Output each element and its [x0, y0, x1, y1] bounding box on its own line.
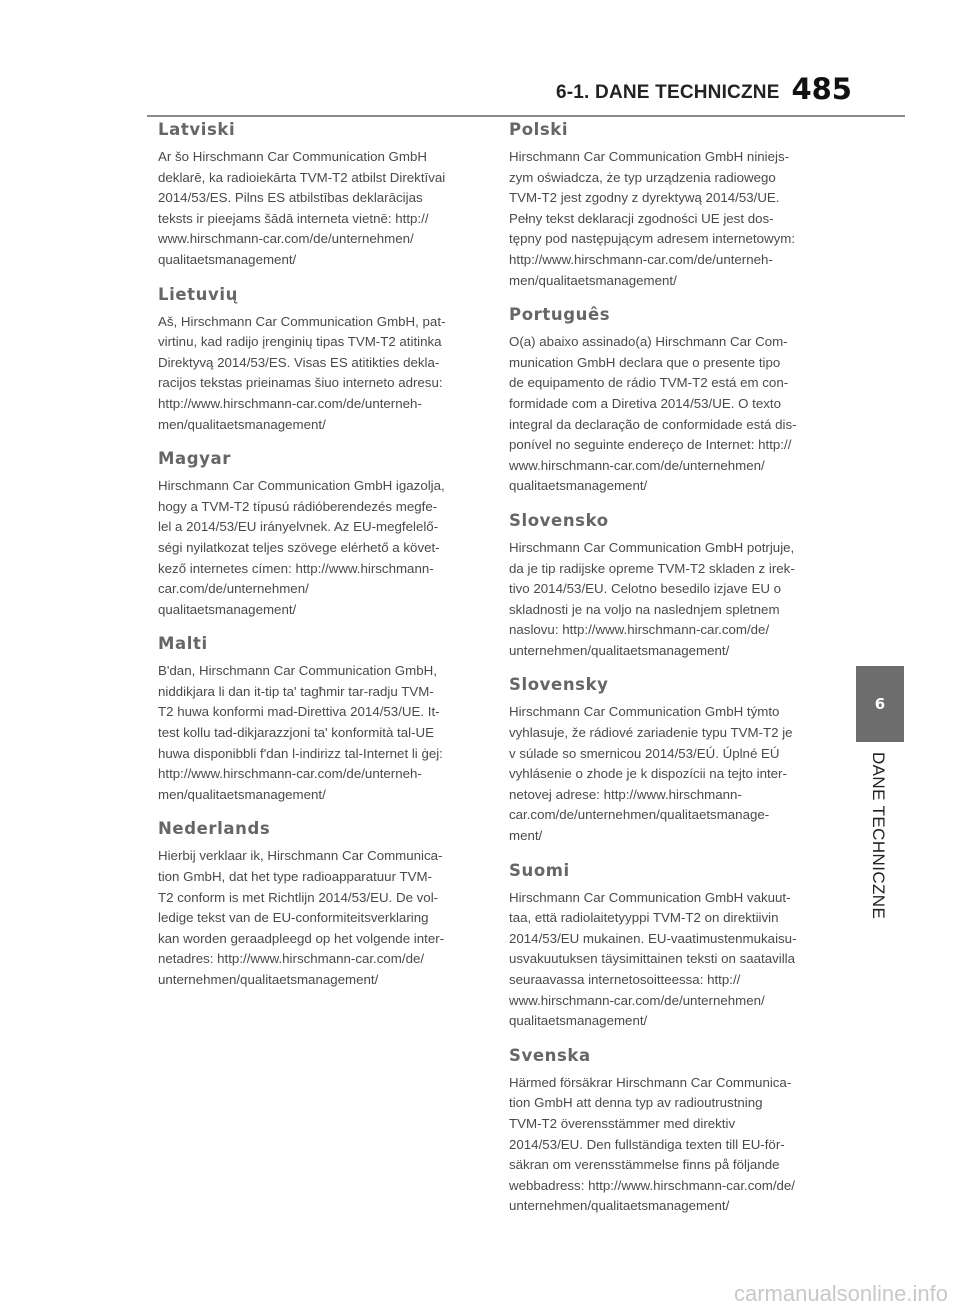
section-heading: Polski [509, 120, 569, 139]
section-heading: Lietuvių [158, 284, 238, 304]
section-text: Ar šo Hirschmann Car Communication GmbH deklarē, ka radioiekārta TVM-T2 atbilst Direktīvai 2014/53/ES. Pilns ES atbilstības deklarācijas teksts ir pieejams šādā interneta vietnē: http:// www.hirschmann-car.com/de/unternehmen/ qualitaetsmanagement/ [158, 149, 446, 267]
page-header [556, 74, 852, 110]
section-text: Hierbij verklaar ik, Hirschmann Car Communica- tion GmbH, dat het type radioapparatuur TVM- T2 conform is met Richtlijn 2014/53/EU. De vol- ledige tekst van de EU-conformiteitsverklaring kan worden geraadpleegd op het volgende inter- netadres: http://www.hirschmann-car.com/de/ unternehmen/qualitaetsmanagement/ [158, 848, 445, 987]
section-heading: Nederlands [158, 819, 271, 839]
section-heading: Magyar [158, 449, 231, 469]
section-text: Hirschmann Car Communication GmbH vakuut- taa, että radiolaitetyyppi TVM-T2 on direktiivin 2014/53/EU mukainen. EU-vaatimustenmukaisu- usvakuutuksen täysimittainen teksti on saatavilla seuraavassa internetosoitteessa: http:// www.hirschmann-car.com/de/unternehmen/ qualitaetsmanagement/ [509, 889, 797, 1029]
section-heading: Svenska [509, 1045, 591, 1065]
section-text: O(a) abaixo assinado(a) Hirschmann Car Com- munication GmbH declara que o presente tipo de equipamento de rádio TVM-T2 está em con- formidade com a Diretiva 2014/53/UE. O texto integral da declaração de conformidade está dis- ponível no seguinte endereço de Internet: http:// www.hirschmann-car.com/de/unternehmen/ qualitaetsmanagement/ [509, 334, 797, 494]
chapter-tab[interactable]: 6 [856, 666, 904, 742]
section-heading: Slovensko [509, 510, 609, 530]
section-text: Hirschmann Car Communication GmbH niniejs- zym oświadcza, że typ urządzenia radiowego TVM-T2 jest zgodny z dyrektywą 2014/53/UE. Pełny tekst deklaracji zgodności UE jest dos- tępny pod następującym adresem internetowym: http://www.hirschmann-car.com/de/unterneh- men/qualitaetsmanagement/ [509, 149, 796, 288]
right-column [509, 120, 839, 1231]
page-number: 485 [791, 72, 852, 106]
watermark: carmanualsonline.info [733, 1281, 948, 1306]
section-text: Hirschmann Car Communication GmbH igazolja, hogy a TVM-T2 típusú rádióberendezés megfe- lel a 2014/53/EU irányelvnek. Az EU-megfelelő- ségi nyilatkozat teljes szövege elérhető a követ- kező internetes címen: http://www.hirschmann- car.com/de/unternehmen/ qualitaetsmanagement/ [158, 478, 445, 617]
section-slovensko [509, 511, 839, 662]
section-text: Aš, Hirschmann Car Communication GmbH, pat- virtinu, kad radijo įrenginių tipas TVM-T2 atitinka Direktyvą 2014/53/ES. Visas ES atitikties dekla- racijos tekstas prieinamas šiuo interneto adresu: http://www.hirschmann-car.com/de/unterneh- men/qualitaetsmanagement/ [158, 313, 446, 432]
section-heading: Malti [158, 634, 208, 654]
section-heading: Português [509, 305, 611, 325]
section-text: Hirschmann Car Communication GmbH týmto vyhlasuje, že rádiové zariadenie typu TVM-T2 je v súlade so smernicou 2014/53/EÚ. Úplné EÚ vyhlásenie o zhode je k dispozícii na tejto inter- netovej adrese: http://www.hirschmann- car.com/de/unternehmen/qualitaetsmanage- ment/ [509, 704, 793, 844]
section-nederlands [158, 819, 488, 990]
section-latviski [158, 120, 488, 271]
chapter-title: 6-1. DANE TECHNICZNE [556, 82, 780, 103]
section-malti [158, 634, 488, 805]
section-text: Härmed försäkrar Hirschmann Car Communica- tion GmbH att denna typ av radioutrustning TVM-T2 överensstämmer med direktiv 2014/53/EU. Den fullständiga texten till EU-för- säkran om verensstämmelse finns på följande webbadress: http://www.hirschmann-car.com/de/ unternehmen/qualitaetsmanagement/ [509, 1074, 796, 1214]
section-heading: Slovensky [509, 675, 609, 695]
header-divider [147, 115, 905, 117]
section-suomi [509, 861, 839, 1032]
chapter-tab-label: DANE TECHNICZNE [869, 752, 888, 920]
section-portugues [509, 305, 839, 497]
section-polski [509, 120, 839, 291]
section-heading: Suomi [509, 860, 570, 880]
section-text: Hirschmann Car Communication GmbH potrjuje, da je tip radijske opreme TVM-T2 skladen z irek- tivo 2014/53/EU. Celotno besedilo izjave EU o skladnosti je na voljo na naslednjem spletnem naslovu: http://www.hirschmann-car.com/de/ unternehmen/qualitaetsmanagement/ [509, 539, 795, 658]
section-text: B'dan, Hirschmann Car Communication GmbH, niddikjara li dan it-tip ta' tagħmir tar-radju TVM- T2 huwa konformi mad-Direttiva 2014/53/UE. It- test kollu tad-dikjarazzjoni ta' konformità tal-UE huwa disponibbli f'dan l-indirizz tal-Internet li ġej: http://www.hirschmann-car.com/de/unterneh- men/qualitaetsmanagement/ [158, 663, 443, 802]
left-column [158, 120, 488, 1005]
section-lietuviu [158, 285, 488, 436]
section-svenska [509, 1046, 839, 1217]
section-magyar [158, 449, 488, 620]
section-heading: Latviski [158, 120, 236, 139]
section-slovensky [509, 675, 839, 846]
